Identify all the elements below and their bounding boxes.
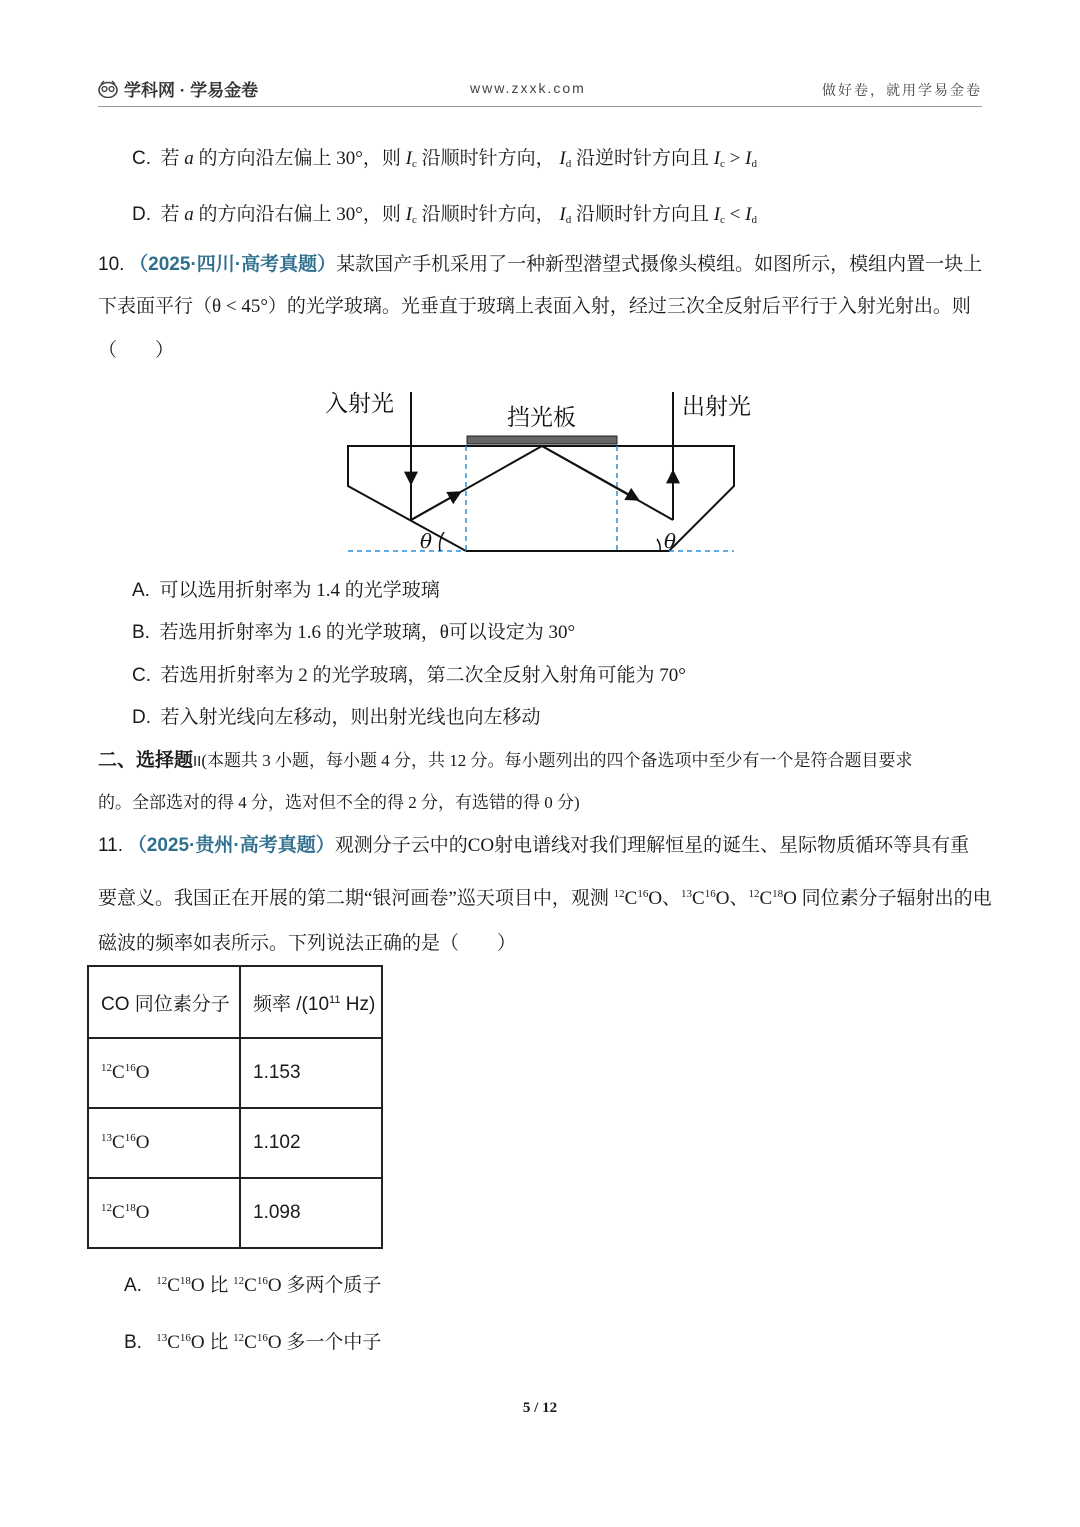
- frequency-cell: 1.153: [240, 1038, 382, 1108]
- table-row: [88, 1038, 382, 1108]
- table-row: [88, 1178, 382, 1248]
- light-blocking-board: [467, 436, 617, 444]
- glass-outline: [348, 446, 734, 551]
- q11-source-tag: （2025·贵州·高考真题）: [127, 835, 335, 856]
- q10-option-a: A. 可以选用折射率为 1.4 的光学玻璃: [132, 580, 440, 601]
- q9-option-c: C. 若 a 的方向沿左偏上 30°，则 $I_c$ 沿顺时针方向， $I_d$ 沿逆时针方向且 $I_c > I_d$: [132, 148, 757, 170]
- theta-arc-right: [657, 539, 660, 551]
- q11-option-a: A. $^{12}C^{18}O$ 比 $^{12}C^{16}O$ 多两个质子: [124, 1275, 382, 1296]
- frequency-cell: 1.098: [240, 1178, 382, 1248]
- page-header: [98, 72, 982, 107]
- slogan: 做好卷，就用学易金卷: [822, 82, 982, 98]
- incident-light-label: 入射光: [325, 391, 394, 417]
- q10-stem-line2: 下表面平行（θ < 45°）的光学玻璃。光垂直于玻璃上表面入射，经过三次全反射后平行于入射光射出。则: [98, 296, 971, 317]
- section-2-heading: 二、选择题II(本题共 3 小题，每小题 4 分，共 12 分。每小题列出的四个备选项中至少有一个是符合题目要求: [98, 750, 913, 771]
- frequency-cell: 1.102: [240, 1108, 382, 1178]
- brand: [98, 76, 258, 101]
- q10-stem-line1: 10. （2025·四川·高考真题）某款国产手机采用了一种新型潜望式摄像头模组。如图所示，模组内置一块上: [98, 254, 983, 275]
- theta-right-label: θ: [664, 529, 677, 553]
- board-label: 挡光板: [507, 405, 576, 431]
- theta-arc-left: [440, 532, 444, 551]
- molecule-cell: $^{12}C^{16}O$: [88, 1038, 240, 1108]
- q10-source-tag: （2025·四川·高考真题）: [129, 254, 337, 275]
- molecule-cell: $^{13}C^{16}O$: [88, 1108, 240, 1178]
- periscope-glass-diagram: [320, 380, 760, 560]
- table-row: [88, 1108, 382, 1178]
- section-2-instruction: 的。全部选对的得 4 分，选对但不全的得 2 分，有选错的得 0 分): [98, 793, 580, 812]
- q10-option-c: C. 若选用折射率为 2 的光学玻璃，第二次全反射入射角可能为 70°: [132, 665, 686, 686]
- q11-stem-line3: 磁波的频率如表所示。下列说法正确的是（ ）: [98, 933, 517, 954]
- q10-option-b: B. 若选用折射率为 1.6 的光学玻璃，θ可以设定为 30°: [132, 622, 576, 643]
- molecule-list: $^{12}C^{16}O$、$^{13}C^{16}O$、$^{12}C^{18}O$: [613, 888, 797, 909]
- table-header-row: [88, 966, 382, 1038]
- molecule-cell: $^{12}C^{18}O$: [88, 1178, 240, 1248]
- table-header-frequency: 频率 $/(10^{11}$ Hz): [240, 966, 382, 1038]
- q9-option-d: D. 若 a 的方向沿右偏上 30°，则 $I_c$ 沿顺时针方向， $I_d$ 沿顺时针方向且 $I_c < I_d$: [132, 204, 757, 226]
- table-header-molecule: CO 同位素分子: [88, 966, 240, 1038]
- brand-text: 学科网 · 学易金卷: [124, 81, 259, 100]
- q11-option-b: B. $^{13}C^{16}O$ 比 $^{12}C^{16}O$ 多一个中子: [124, 1332, 382, 1353]
- q11-stem-line1: 11. （2025·贵州·高考真题）观测分子云中的CO射电谱线对我们理解恒星的诞生、星际物质循环等具有重: [98, 835, 970, 856]
- site-url: www.zxxk.com: [470, 80, 586, 96]
- q10-option-d: D. 若入射光线向左移动，则出射光线也向左移动: [132, 707, 541, 728]
- page-number: 5 / 12: [522, 1400, 558, 1416]
- co-frequency-table: [87, 965, 383, 1249]
- theta-left-label: θ: [420, 529, 433, 553]
- q11-stem-line2: 要意义。我国正在开展的第二期“银河画卷”巡天项目中，观测 $^{12}C^{16}O$、$^{13}C^{16}O$、$^{12}C^{18}O$ 同位素分子辐射出的电: [98, 888, 992, 909]
- owl-logo-icon: [98, 80, 118, 98]
- outgoing-light-label: 出射光: [682, 394, 751, 420]
- q10-answer-blank: （ ）: [98, 340, 175, 361]
